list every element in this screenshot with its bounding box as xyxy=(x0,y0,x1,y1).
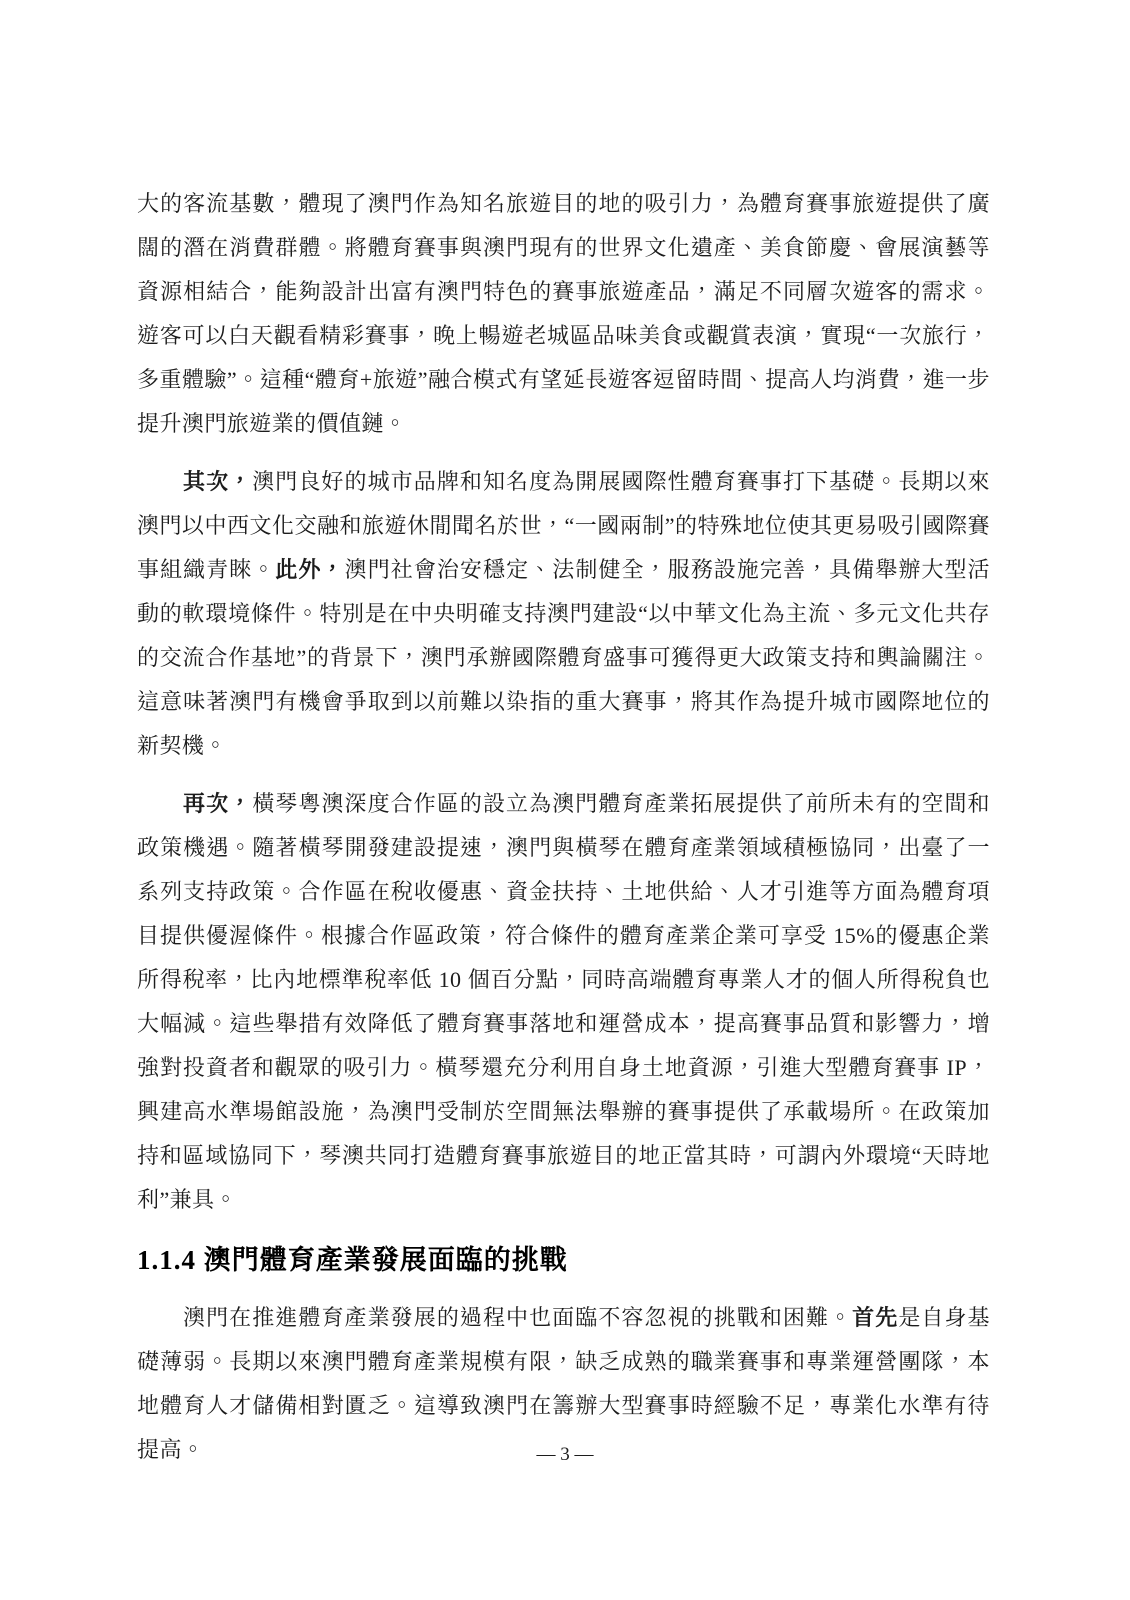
paragraph-text: 大的客流基數，體現了澳門作為知名旅遊目的地的吸引力，為體育賽事旅遊提供了廣闊的潛在消費群體。將體育賽事與澳門現有的世界文化遺產、美食節慶、會展演藝等資源相結合，能夠設計出富有澳門特色的賽事旅遊產品，滿足不同層次遊客的需求。遊客可以白天觀看精彩賽事，晚上暢遊老城區品味美食或觀賞表演，實現“一次旅行，多重體驗”。這種“體育+旅遊”融合模式有望延長遊客逗留時間、提高人均消費，進一步提升澳門旅遊業的價值鏈。 xyxy=(137,191,990,436)
paragraph-emphasis: 首先 xyxy=(852,1305,899,1330)
paragraph-lead-in: 再次， xyxy=(183,791,253,816)
paragraph-text: 是自身基礎薄弱。長期以來澳門體育產業規模有限，缺乏成熟的職業賽事和專業運營團隊，本地體育人才儲備相對匱乏。這導致澳門在籌辦大型賽事時經驗不足，專業化水準有待提高。 xyxy=(137,1305,990,1462)
paragraph-city-brand xyxy=(137,460,990,768)
paragraph-text: 澳門社會治安穩定、法制健全，服務設施完善，具備舉辦大型活動的軟環境條件。特別是在中央明確支持澳門建設“以中華文化為主流、多元文化共存的交流合作基地”的背景下，澳門承辦國際體育盛事可獲得更大政策支持和輿論關注。這意味著澳門有機會爭取到以前難以染指的重大賽事，將其作為提升城市國際地位的新契機。 xyxy=(137,557,990,758)
paragraph-text: 澳門在推進體育產業發展的過程中也面臨不容忽視的挑戰和困難。 xyxy=(183,1305,853,1330)
section-heading: 1.1.4 澳門體育產業發展面臨的挑戰 xyxy=(137,1245,568,1275)
paragraph-lead-in: 此外， xyxy=(275,557,345,582)
page-footer xyxy=(0,1440,1130,1470)
paragraph-text: 橫琴粵澳深度合作區的設立為澳門體育產業拓展提供了前所未有的空間和政策機遇。隨著橫琴開發建設提速，澳門與橫琴在體育產業領域積極協同，出臺了一系列支持政策。合作區在稅收優惠、資金扶持、土地供給、人才引進等方面為體育項目提供優渥條件。根據合作區政策，符合條件的體育產業企業可享受 15%的優惠企業所得稅率，比內地標準稅率低 10 個百分點，同時高端體育專業人才的個人所得稅負也大幅減。這些舉措有效降低了體育賽事落地和運營成本，提高賽事品質和影響力，增強對投資者和觀眾的吸引力。橫琴還充分利用自身土地資源，引進大型體育賽事 IP，興建高水準場館設施，為澳門受制於空間無法舉辦的賽事提供了承載場所。在政策加持和區域協同下，琴澳共同打造體育賽事旅遊目的地正當其時，可謂內外環境“天時地利”兼具。 xyxy=(137,791,990,1212)
page-number: — 3 — xyxy=(536,1444,594,1465)
paragraph-text: 澳門良好的城市品牌和知名度為開展國際性體育賽事打下基礎。長期以來澳門以中西文化交融和旅遊休閒聞名於世，“一國兩制”的特殊地位使其更易吸引國際賽事組織青睞。 xyxy=(137,469,990,582)
page-content xyxy=(137,182,990,1486)
paragraph-hengqin-zone xyxy=(137,782,990,1222)
paragraph-tourism-fusion xyxy=(137,182,990,446)
paragraph-lead-in: 其次， xyxy=(183,469,253,494)
